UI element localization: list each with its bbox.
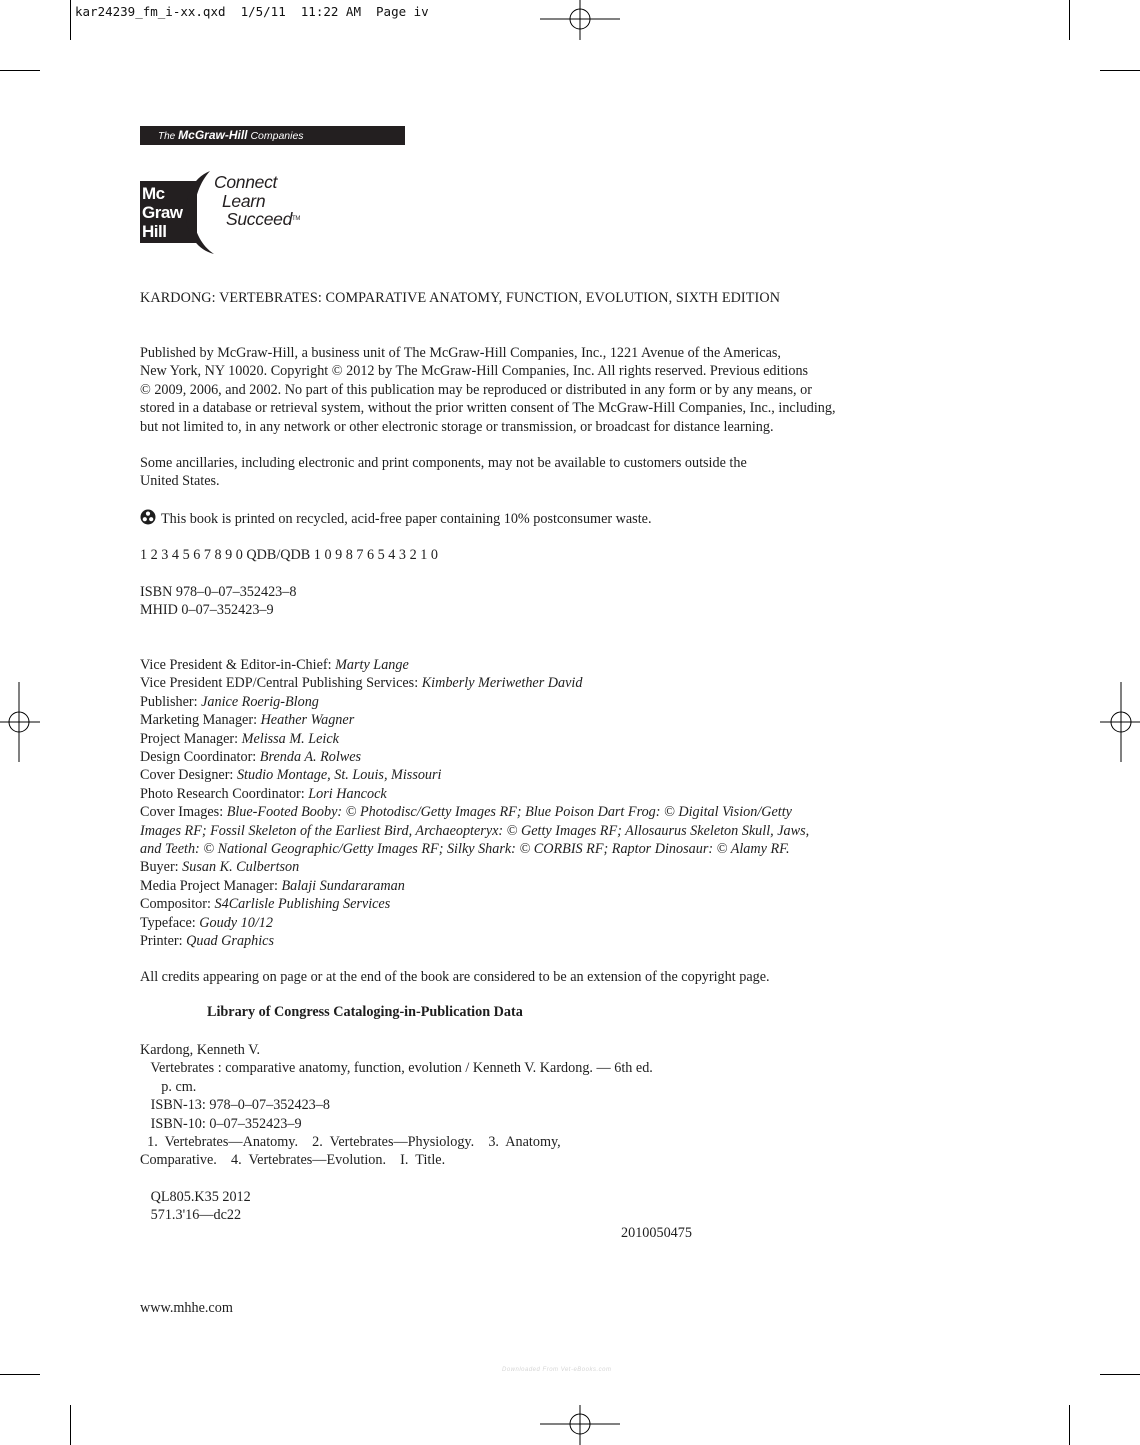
banner-name: McGraw-Hill xyxy=(178,128,248,142)
call-numbers: QL805.K35 2012 571.3'16—dc22 xyxy=(140,1189,251,1224)
crop-mark xyxy=(1100,1374,1140,1375)
publisher-website: www.mhhe.com xyxy=(140,1300,233,1316)
crop-mark xyxy=(70,1405,71,1445)
publication-notice: Published by McGraw-Hill, a business unit of The McGraw-Hill Companies, Inc., 1221 Avenue of the Americas, New York, NY 10020. Copyright © 2012 by The McGraw-Hill Companies, Inc. All rights reserved. Previous editions © 2009, 2006, and 2002. No part of this publication may be reproduced or distributed in any form or by any means, or stored in a database or retrieval system, without the prior written consent of The McGraw-Hill Companies, Inc., including, but not limited to, in any network or other electronic storage or transmission, or broadcast for distance learning. xyxy=(140,345,836,435)
registration-mark xyxy=(0,682,40,762)
crop-mark xyxy=(1100,70,1140,71)
credit-row: Media Project Manager: Balaji Sundararaman xyxy=(140,877,405,894)
credit-row: Photo Research Coordinator: Lori Hancock xyxy=(140,785,387,802)
registration-mark xyxy=(1100,682,1140,762)
credit-row: Vice President & Editor-in-Chief: Marty Lange xyxy=(140,657,409,673)
crop-mark xyxy=(0,1374,40,1375)
credits-list: Vice President & Editor-in-Chief: Marty Lange Vice President EDP/Central Publishing Services: Kimberly Meriwether David Publisher: Janice Roerig-Blong Marketing Manager: Heather Wagner Project Manager: Melissa M. Leick Design Coordinator: Brenda A. Rolwes Cover Designer: Studio Montage, St. Louis, Missouri Photo Research Coordinator: Lori Hancock Cover Images: Blue-Footed Booby: © Photodisc/Getty Images RF; Blue Poison Dart Frog: © Digital Vision/Getty Images RF; Fossil Skeleton of the Earliest Bird, Archaeopteryx: © Getty Images RF; Allosaurus Skeleton Skull, Jaws, and Teeth: © National Geographic/Getty Images RF; Silky Shark: © CORBIS RF; Raptor Dinosaur: © Alamy RF. Buyer: Susan K. Culbertson Media Project Manager: Balaji Sundararaman Compositor: S4Carlisle Publishing Services Typeface: Goudy 10/12 Printer: Quad Graphics xyxy=(140,657,810,950)
recycled-notice: This book is printed on recycled, acid-free paper containing 10% postconsumer waste. xyxy=(140,509,652,528)
isbn: ISBN 978–0–07–352423–8 xyxy=(140,584,297,600)
crop-mark xyxy=(1069,1405,1070,1445)
banner-companies: Companies xyxy=(250,130,304,142)
credit-row: Typeface: Goudy 10/12 xyxy=(140,914,273,931)
file-slug-line: kar24239_fm_i-xx.qxd 1/5/11 11:22 AM Page iv xyxy=(75,4,429,19)
ancillaries-notice: Some ancillaries, including electronic and print components, may not be available to customers outside the United States. xyxy=(140,455,747,490)
lccn: 2010050475 xyxy=(621,1225,692,1241)
crop-mark xyxy=(1069,0,1070,40)
credit-row: Compositor: S4Carlisle Publishing Services xyxy=(140,896,391,913)
credit-row: Printer: Quad Graphics xyxy=(140,933,274,950)
mhid: MHID 0–07–352423–9 xyxy=(140,602,274,618)
print-line: 1 2 3 4 5 6 7 8 9 0 QDB/QDB 1 0 9 8 7 6 5 4 3 2 1 0 xyxy=(140,547,438,563)
credit-row: Project Manager: Melissa M. Leick xyxy=(140,730,339,747)
credit-row: Publisher: Janice Roerig-Blong xyxy=(140,693,319,710)
registration-mark xyxy=(540,1405,620,1445)
credits-notice: All credits appearing on page or at the end of the book are considered to be an extension of the copyright page. xyxy=(140,969,770,985)
credit-row: Design Coordinator: Brenda A. Rolwes xyxy=(140,749,362,766)
crop-mark xyxy=(0,70,40,71)
crop-mark xyxy=(70,0,71,40)
cip-data: Kardong, Kenneth V. Vertebrates : comparative anatomy, function, evolution / Kenneth V. Kardong. — 6th ed. p. cm. ISBN-13: 978–0–07–352423–8 ISBN-10: 0–07–352423–9 1. Vertebrates—Anatomy. 2. Vertebrates—Physiology. 3. Anatomy, Comparative. 4. Vertebrates—Evolution. I. Title. xyxy=(140,1042,653,1169)
credit-row: Marketing Manager: Heather Wagner xyxy=(140,712,355,729)
publisher-logo xyxy=(140,168,315,256)
logo-wordmark-box: Mc Graw Hill xyxy=(140,181,197,243)
credit-row: Buyer: Susan K. Culbertson xyxy=(140,859,300,876)
cover-images-credit: Cover Images: Blue-Footed Booby: © Photodisc/Getty Images RF; Blue Poison Dart Frog: © Digital Vision/Getty xyxy=(140,804,792,821)
registration-mark xyxy=(540,0,620,40)
banner-the: The xyxy=(158,131,176,142)
cip-heading: Library of Congress Cataloging-in-Publication Data xyxy=(207,1004,523,1020)
credit-row: Cover Designer: Studio Montage, St. Louis, Missouri xyxy=(140,767,442,784)
watermark: Downloaded From Vet-eBooks.com xyxy=(502,1367,612,1373)
credit-row: Vice President EDP/Central Publishing Services: Kimberly Meriwether David xyxy=(140,675,583,692)
logo-tagline: Connect Learn Succeed™ xyxy=(214,172,301,229)
publisher-banner xyxy=(140,126,405,145)
recycle-icon xyxy=(140,509,156,525)
book-title-line: KARDONG: VERTEBRATES: COMPARATIVE ANATOMY, FUNCTION, EVOLUTION, SIXTH EDITION xyxy=(140,290,781,306)
